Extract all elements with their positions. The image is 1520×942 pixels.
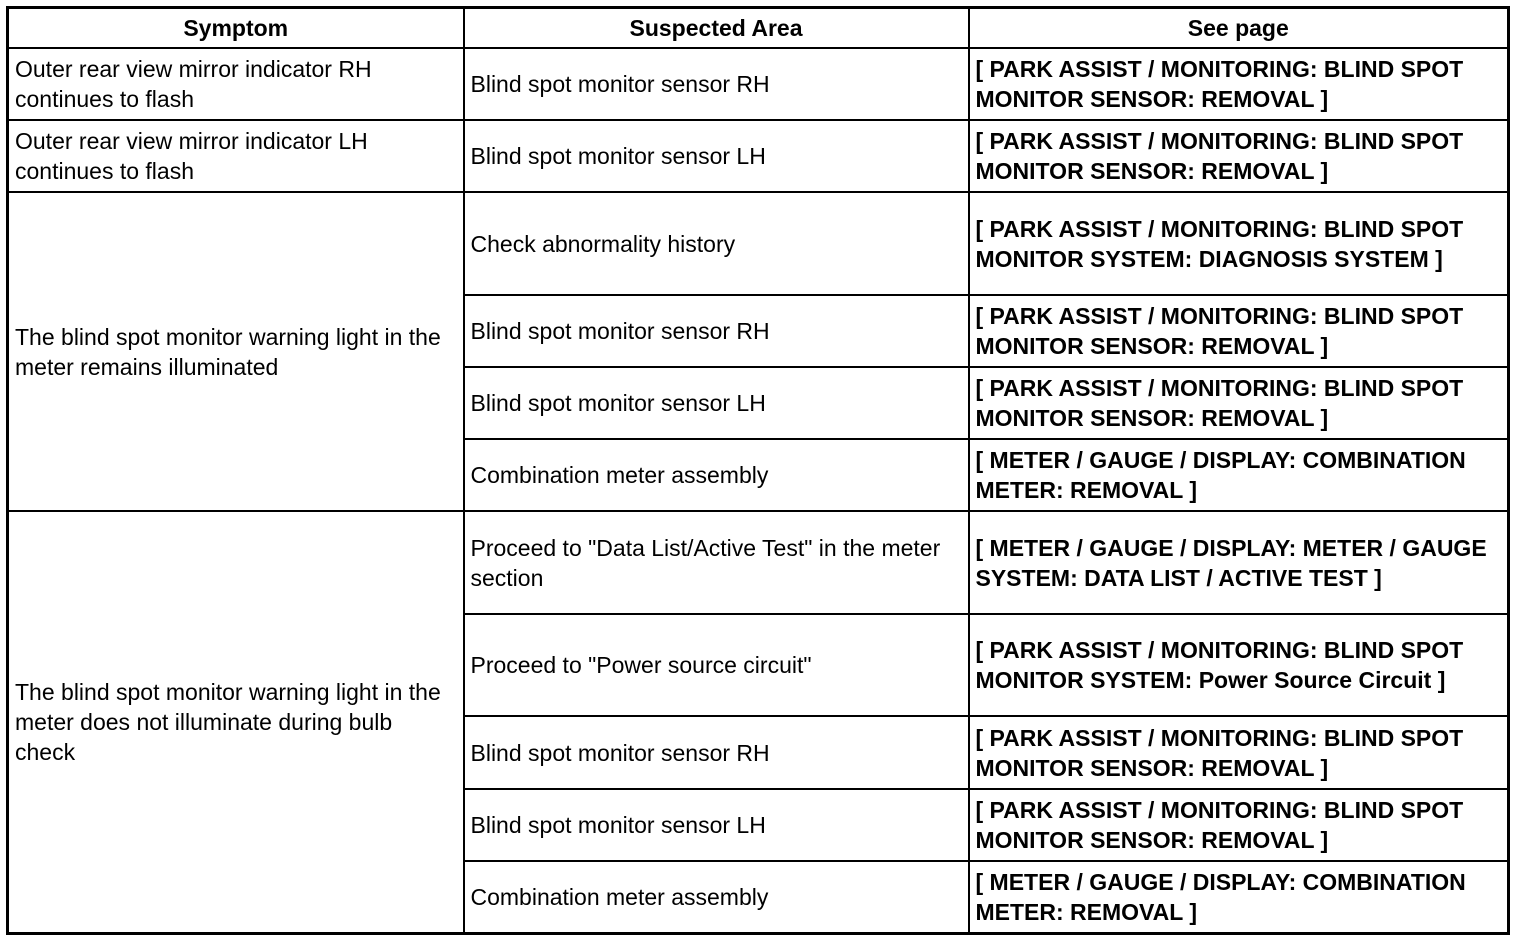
symptom-cell: The blind spot monitor warning light in the meter does not illuminate during bulb check [8,511,464,933]
suspected-area-cell: Blind spot monitor sensor RH [464,295,969,367]
symptom-cell: Outer rear view mirror indicator RH continues to flash [8,48,464,120]
see-page-link[interactable]: [ PARK ASSIST / MONITORING: BLIND SPOT MONITOR SENSOR: REMOVAL ] [969,120,1509,192]
suspected-area-cell: Blind spot monitor sensor RH [464,716,969,788]
suspected-area-cell: Check abnormality history [464,192,969,295]
suspected-area-cell: Proceed to "Power source circuit" [464,614,969,717]
see-page-link[interactable]: [ METER / GAUGE / DISPLAY: COMBINATION METER: REMOVAL ] [969,861,1509,934]
suspected-area-cell: Blind spot monitor sensor RH [464,48,969,120]
symptom-cell: The blind spot monitor warning light in the meter remains illuminated [8,192,464,511]
header-symptom: Symptom [8,8,464,49]
table-row [8,48,1509,120]
see-page-link[interactable]: [ PARK ASSIST / MONITORING: BLIND SPOT MONITOR SENSOR: REMOVAL ] [969,789,1509,861]
suspected-area-cell: Combination meter assembly [464,439,969,511]
header-suspected-area: Suspected Area [464,8,969,49]
see-page-link[interactable]: [ PARK ASSIST / MONITORING: BLIND SPOT MONITOR SENSOR: REMOVAL ] [969,295,1509,367]
see-page-link[interactable]: [ METER / GAUGE / DISPLAY: METER / GAUGE SYSTEM: DATA LIST / ACTIVE TEST ] [969,511,1509,614]
suspected-area-cell: Blind spot monitor sensor LH [464,367,969,439]
symptom-cell: Outer rear view mirror indicator LH continues to flash [8,120,464,192]
suspected-area-cell: Blind spot monitor sensor LH [464,120,969,192]
see-page-link[interactable]: [ PARK ASSIST / MONITORING: BLIND SPOT MONITOR SENSOR: REMOVAL ] [969,367,1509,439]
see-page-link[interactable]: [ PARK ASSIST / MONITORING: BLIND SPOT MONITOR SYSTEM: Power Source Circuit ] [969,614,1509,717]
suspected-area-cell: Proceed to "Data List/Active Test" in the meter section [464,511,969,614]
table-row [8,511,1509,614]
table-row [8,120,1509,192]
see-page-link[interactable]: [ PARK ASSIST / MONITORING: BLIND SPOT MONITOR SENSOR: REMOVAL ] [969,48,1509,120]
header-row [8,8,1509,49]
suspected-area-cell: Combination meter assembly [464,861,969,934]
symptom-table [6,6,1510,935]
troubleshooting-table-container [6,6,1507,935]
see-page-link[interactable]: [ PARK ASSIST / MONITORING: BLIND SPOT MONITOR SYSTEM: DIAGNOSIS SYSTEM ] [969,192,1509,295]
see-page-link[interactable]: [ PARK ASSIST / MONITORING: BLIND SPOT MONITOR SENSOR: REMOVAL ] [969,716,1509,788]
table-row [8,192,1509,295]
suspected-area-cell: Blind spot monitor sensor LH [464,789,969,861]
header-see-page: See page [969,8,1509,49]
see-page-link[interactable]: [ METER / GAUGE / DISPLAY: COMBINATION METER: REMOVAL ] [969,439,1509,511]
